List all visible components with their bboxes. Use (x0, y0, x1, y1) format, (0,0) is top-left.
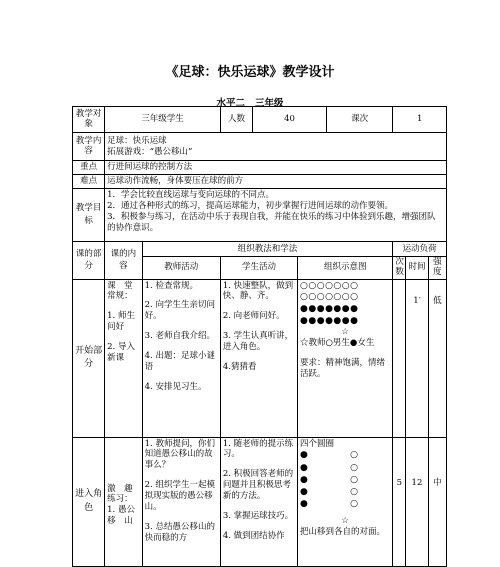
goals-label: 教学目标 (73, 189, 105, 242)
circle-pair (300, 474, 358, 486)
grade-text: 三年级 (255, 98, 284, 109)
start-content-item: 1. 师生问好 (107, 311, 135, 333)
boys-row: ○○○○○○○ (300, 292, 359, 303)
goal-item: 1．学会比较直线运球与变向运球的不同点。 (107, 190, 275, 200)
enter-student-item: 1. 随老师的提示练习。 (222, 438, 294, 460)
enter-content (105, 437, 143, 566)
enter-time: 12 (406, 437, 429, 566)
start-teacher-item: 4. 安排见习生。 (144, 381, 207, 392)
enter-part: 进入角色 (73, 437, 105, 566)
count-value: 40 (253, 107, 327, 133)
header-content: 课的内容 (105, 242, 143, 280)
difficulty-label: 难点 (73, 175, 105, 189)
enter-row (73, 437, 447, 566)
start-content-item: 2. 导入新课 (107, 342, 135, 363)
start-content-item: 课 堂常规： (107, 280, 133, 302)
teacher-star-icon: ☆ (341, 516, 349, 527)
enter-diagram (298, 437, 393, 566)
info-row (73, 107, 447, 133)
start-diagram (298, 279, 393, 437)
goal-item: 2．通过各种形式的练习，提高运球能力，初步掌握行进间运球的动作要领。 (107, 200, 394, 211)
header-intensity: 强度 (428, 257, 446, 280)
enter-intensity: 中 (428, 437, 446, 566)
enter-student-item: 3. 掌握运球技巧。 (222, 510, 294, 521)
lesson-value: 1 (393, 107, 447, 133)
key-label: 重点 (73, 161, 105, 175)
document-title: 《足球：快乐运球》教学设计 (165, 65, 335, 80)
enter-student-item: 4. 做到团结协作 (222, 530, 285, 541)
boy-dot-icon: ○ (350, 462, 359, 473)
enter-content-item: 激 趣练习： (107, 483, 133, 505)
enter-teacher-item: 1. 教师提问，你们知道愚公移山的故事么？ (144, 438, 215, 471)
start-times (393, 279, 406, 437)
boy-dot-icon: ○ (350, 474, 359, 485)
content-label: 教学内容 (73, 133, 105, 161)
girl-dot-icon: ● (300, 486, 308, 497)
key-row (73, 161, 447, 175)
start-teacher-item: 1. 检查常规。 (144, 280, 198, 291)
girls-row: ●●●●●●● (300, 315, 359, 326)
start-content (105, 279, 143, 437)
content-line-1: 足球：快乐运球 (107, 135, 167, 146)
diagram-title: 四个圆圈 (300, 438, 335, 449)
circle-pair (300, 462, 358, 474)
start-teacher-item: 4. 出题：足球小谜语 (144, 351, 215, 372)
circle-pair (300, 449, 358, 461)
target-label: 教学对象 (73, 107, 105, 133)
start-student-item: 1. 快速整队，做到快、静、齐。 (222, 280, 294, 302)
diagram-note: 把山移到各自的对面。 (300, 526, 386, 537)
target-value: 三年级学生 (105, 107, 221, 133)
header-time: 时间 (406, 257, 429, 280)
boy-dot-icon: ○ (350, 486, 359, 497)
header-load: 运动负荷 (393, 242, 447, 257)
diagram-requirement: 要求：精神饱满，情绪活跃。 (300, 358, 386, 379)
goals-cell (105, 189, 447, 242)
enter-student-item: 2. 积极回答老师的问题并且积极思考新的方法。 (222, 469, 294, 502)
girl-dot-icon: ● (300, 450, 308, 461)
lesson-plan-table (72, 106, 447, 567)
lesson-label: 课次 (326, 107, 392, 133)
header-student: 学生活动 (220, 257, 297, 280)
enter-content-item: 1. 愚公 移 山 (107, 505, 144, 527)
goal-item: 3．积极参与练习，在活动中乐于表现自我，并能在快乐的练习中体验到乐趣，增强团队的协作意识。 (107, 211, 436, 233)
teacher-star-icon: ☆ (341, 327, 349, 338)
count-label: 人数 (220, 107, 252, 133)
header-part: 课的部分 (73, 242, 105, 280)
content-cell (105, 133, 447, 161)
difficulty-value: 运球动作流畅，身体要压在球的前方 (105, 175, 447, 189)
header-teacher: 教师活动 (142, 257, 220, 280)
enter-teacher-item: 3. 总结愚公移山的快而稳的方 (144, 521, 215, 543)
circle-pair (300, 498, 358, 510)
enter-teacher (142, 437, 220, 566)
header-row-1 (73, 242, 447, 257)
difficulty-row (73, 175, 447, 189)
enter-student (220, 437, 297, 566)
start-teacher-item: 2. 向学生生亲切问好。 (144, 300, 215, 322)
key-value: 行进间运球的控制方法 (105, 161, 447, 175)
header-times: 次数 (393, 257, 406, 280)
boy-dot-icon: ○ (350, 450, 359, 461)
boy-dot-icon: ○ (350, 498, 359, 509)
header-methods: 组织教法和学法 (142, 242, 393, 257)
girl-dot-icon: ● (300, 474, 308, 485)
start-student-item: 4.猜猜看 (222, 361, 257, 372)
start-student-item: 3. 学生认真听讲，进入角色。 (222, 331, 294, 353)
girls-row: ●●●●●●● (300, 303, 359, 314)
start-teacher-item: 3. 老师自我介绍。 (144, 331, 215, 342)
start-part: 开始部分 (73, 279, 105, 437)
start-student-item: 2. 向老师问好。 (222, 311, 285, 322)
header-diagram: 组织示意图 (298, 257, 393, 280)
boys-row: ○○○○○○○ (300, 280, 359, 291)
girl-dot-icon: ● (300, 462, 308, 473)
level-text: 水平二 (216, 98, 245, 109)
enter-teacher-item: 2. 组织学生一起模拟现实版的愚公移山。 (144, 480, 215, 512)
goals-row (73, 189, 447, 242)
start-teacher (142, 279, 220, 437)
diagram-legend: ☆教师○男生●女生 (300, 338, 375, 349)
start-row (73, 279, 447, 437)
content-line-2: 拓展游戏：“愚公移山” (107, 146, 193, 157)
girl-dot-icon: ● (300, 498, 308, 509)
start-student (220, 279, 297, 437)
enter-times: 5 (393, 437, 406, 566)
start-time: 1′ (406, 279, 429, 437)
content-row (73, 133, 447, 161)
start-intensity: 低 (428, 279, 446, 437)
circle-pair (300, 486, 358, 498)
